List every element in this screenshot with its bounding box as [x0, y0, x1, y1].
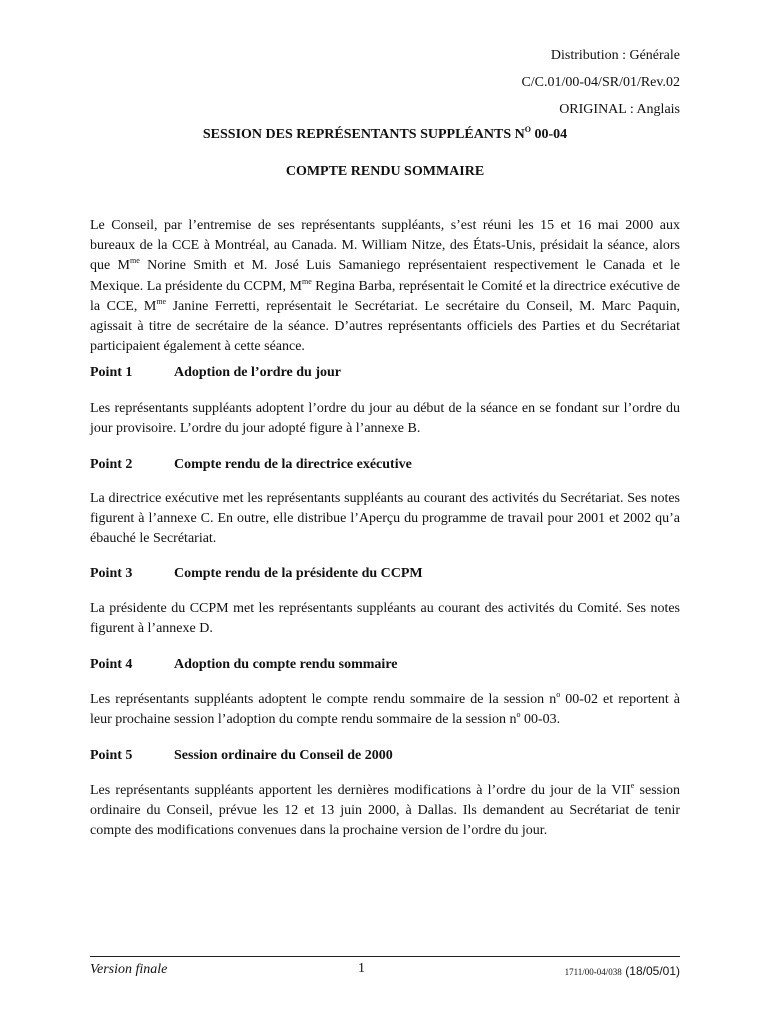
- session-title-text: SESSION DES REPRÉSENTANTS SUPPLÉANTS N: [202, 127, 525, 142]
- point-4-text: [90, 690, 680, 730]
- point-3-text: La présidente du CCPM met les représentants suppléants au courant des activités du Comité. Ses notes figurent à l’annexe D.: [90, 601, 680, 637]
- intro-text-4: Janine Ferretti, représentait le Secrétariat. Le secrétaire du Conseil, M. Marc Paquin, agissait à titre de secrétaire de la séance. D’autres représentants officiels des Parties et du Secrétariat participaient également à cette séance.: [90, 298, 681, 355]
- point-1-title: Adoption de l’ordre du jour: [174, 365, 341, 380]
- intro-text-3: Regina Barba, représentait le Comité et la directrice exécutive de la CCE, M: [90, 278, 680, 314]
- original-language: ORIGINAL : Anglais: [559, 102, 680, 117]
- point-5-text: [90, 781, 680, 842]
- point-1-label: Point 1: [90, 365, 133, 380]
- point-4-text-1: Les représentants suppléants adoptent le compte rendu sommaire de la session n: [90, 692, 557, 707]
- point-4-text-2: 00-02 et reportent à leur prochaine session l’adoption du compte rendu sommaire de la session n: [90, 692, 680, 728]
- point-2-label: Point 2: [90, 457, 133, 472]
- point-2-text: La directrice exécutive met les représentants suppléants au courant des activités du Secrétariat. Ses notes figurent à l’annexe C. En outre, elle distribue l’Aperçu du programme de travail pour 2001 et 2002 qu’a ébauché le Secrétariat.: [90, 491, 680, 547]
- session-number: 00-04: [530, 127, 568, 142]
- point-5-title: Session ordinaire du Conseil de 2000: [174, 748, 393, 763]
- point-3-label: Point 3: [90, 566, 133, 581]
- intro-text-1: Le Conseil, par l’entremise de ses représentants suppléants, s’est réuni les 15 et 16 mai 2000 aux bureaux de la CCE à Montréal, au Canada. M. William Nitze, des États-Unis, présidait la séance, alors que M: [90, 218, 680, 274]
- footer-reference: [565, 964, 680, 980]
- session-title-sup: O: [524, 125, 531, 134]
- footer-divider: [90, 956, 680, 957]
- session-title: [0, 125, 770, 142]
- point-5-text-1: Les représentants suppléants apportent les dernières modifications à l’ordre du jour de la VII: [90, 783, 631, 798]
- footer-date: (18/05/01): [625, 964, 680, 978]
- footer-doc-code: 1711/00-04/038: [564, 967, 622, 977]
- point-3-title: Compte rendu de la présidente du CCPM: [174, 566, 423, 581]
- footer-page-number: 1: [358, 961, 365, 976]
- document-subtitle: COMPTE RENDU SOMMAIRE: [285, 164, 485, 179]
- intro-sup-2: me: [301, 276, 312, 286]
- point-5-text-2: session ordinaire du Conseil, prévue les 12 et 13 juin 2000, à Dallas. Ils demandent au Secrétariat de tenir compte des modifications convenues dans la prochaine version de l’ordre du jour.: [90, 783, 680, 839]
- point-4-title: Adoption du compte rendu sommaire: [174, 657, 398, 672]
- point-4-text-3: 00-03.: [520, 712, 561, 728]
- intro-paragraph: [90, 216, 680, 357]
- point-4-label: Point 4: [90, 657, 133, 672]
- point-4-sup-2: o: [516, 710, 521, 720]
- point-1-text: Les représentants suppléants adoptent l’ordre du jour au début de la séance en se fondant sur l’ordre du jour provisoire. L’ordre du jour adopté figure à l’annexe B.: [90, 401, 680, 437]
- point-5-label: Point 5: [90, 748, 133, 763]
- intro-sup-1: me: [129, 256, 140, 266]
- intro-sup-3: me: [156, 296, 167, 306]
- footer-version: Version finale: [90, 962, 168, 977]
- distribution-line: Distribution : Générale: [550, 48, 680, 63]
- point-4-sup-1: o: [556, 690, 561, 699]
- document-reference: C/C.01/00-04/SR/01/Rev.02: [521, 75, 680, 90]
- point-5-sup-1: e: [630, 781, 635, 790]
- intro-text-2: Norine Smith et M. José Luis Samaniego représentaient respectivement le Canada et le Mexique. La présidente du CCPM, M: [90, 258, 680, 294]
- point-2-title: Compte rendu de la directrice exécutive: [174, 457, 412, 472]
